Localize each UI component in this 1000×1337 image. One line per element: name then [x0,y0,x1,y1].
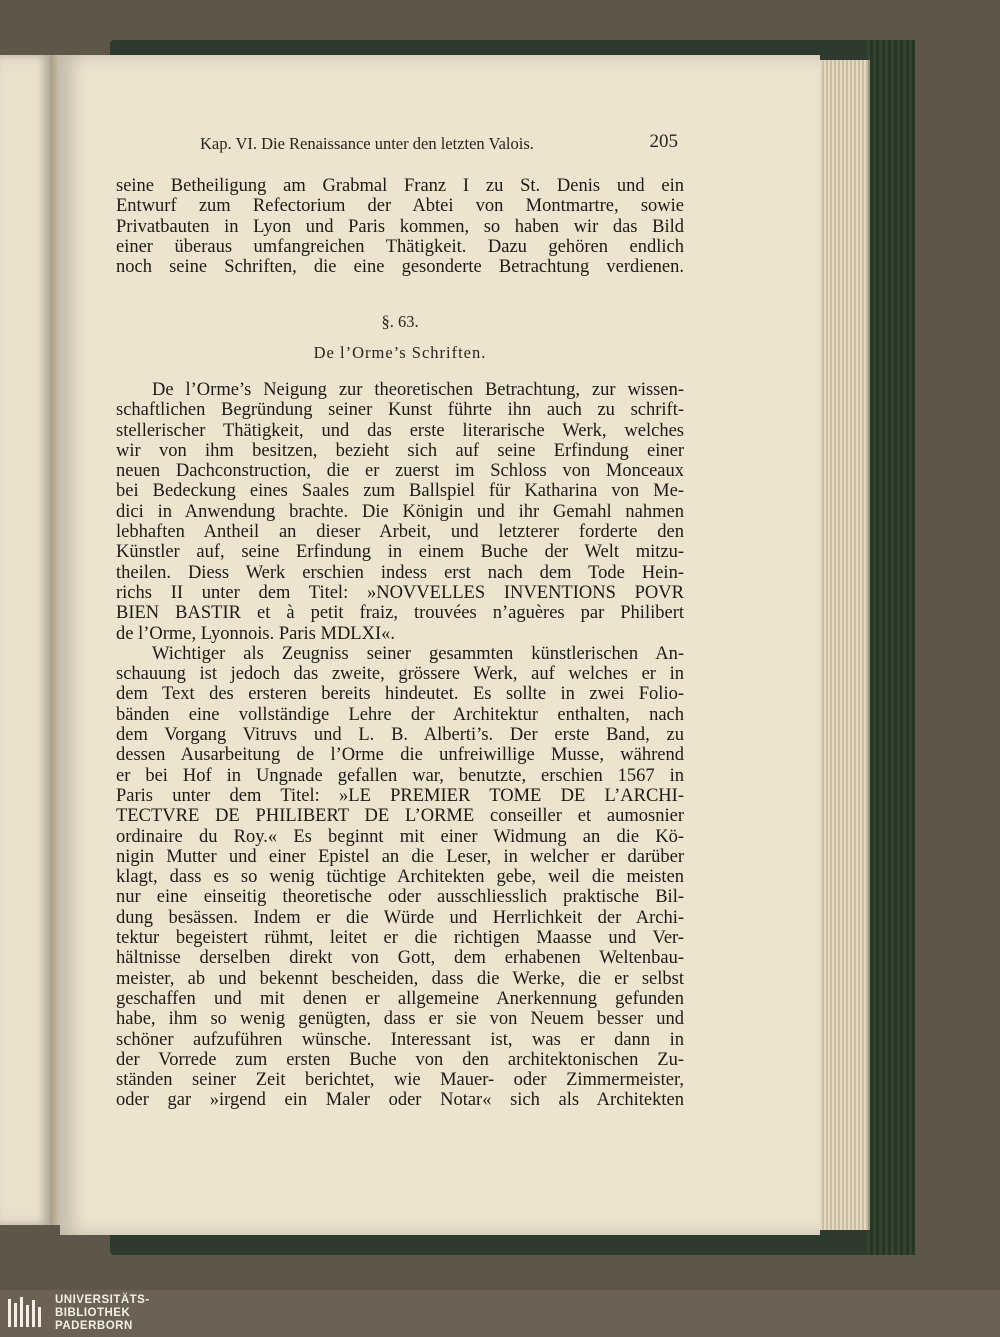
library-name-line: PADERBORN [55,1320,133,1332]
text-line: bänden eine vollständige Lehre der Architektur enthalten, nach [116,704,684,725]
running-title: Kap. VI. Die Renaissance unter den letzten Valois. [200,134,534,153]
library-name-line: BIBLIOTHEK [55,1307,131,1319]
text-line: klagt, dass es so wenig tüchtige Architekten gebe, weil die meisten [116,867,684,888]
text-line: stellerischer Thätigkeit, und das erste literarische Werk, welches [116,420,684,441]
text-line: wir von ihm besitzen, bezieht sich auf seine Erfindung einer [116,440,684,461]
text-line: meister, ab und bekennt bescheiden, dass die Werke, die er selbst [116,968,684,989]
paragraph-1 [116,176,684,277]
text-line: dessen Ausarbeitung de l’Orme die unfreiwillige Musse, während [116,745,684,766]
text-line: lebhaften Antheil an dieser Arbeit, und letzterer forderte den [116,522,684,543]
text-line: tektur begeistert rühmt, leitet er die richtigen Maasse und Ver- [116,928,684,949]
text-line: TECTVRE DE PHILIBERT DE L’ORME conseiller et aumosnier [116,806,684,827]
text-line: noch seine Schriften, die eine gesonderte Betrachtung verdienen. [116,257,684,278]
text-line: Privatbauten in Lyon und Paris kommen, so haben wir das Bild [116,216,684,237]
text-line: einer überaus umfangreichen Thätigkeit. Dazu gehören endlich [116,236,684,257]
text-line: geschaffen und mit denen er allgemeine Anerkennung gefunden [116,988,684,1009]
body-paragraphs [116,380,684,1111]
text-line: neuen Dachconstruction, die er zuerst im Schloss von Monceaux [116,461,684,482]
text-line: nur eine einseitig theoretische oder ausschliesslich praktische Bil- [116,887,684,908]
page-number: 205 [649,131,678,152]
page-edges [820,60,870,1230]
text-line: nigin Mutter und einer Epistel an die Leser, in welcher er darüber [116,846,684,867]
text-line: bei Bedeckung eines Saales zum Ballspiel für Katharina von Me- [116,481,684,502]
section-number: §. 63. [381,312,419,331]
library-footer [0,1290,1000,1337]
left-page [0,55,50,1225]
text-line: schaftlichen Begründung seiner Kunst führte ihn auch zu schrift- [116,400,684,421]
text-line: Paris unter dem Titel: »LE PREMIER TOME DE L’ARCHI- [116,785,684,806]
text-line: Künstler auf, seine Erfindung in einem Buche der Welt mitzu- [116,542,684,563]
text-line: seine Betheiligung am Grabmal Franz I zu St. Denis und ein [116,176,684,196]
text-line: oder gar »irgend ein Maler oder Notar« sich als Architekten [116,1090,684,1111]
text-line: er bei Hof in Ungnade gefallen war, benutzte, erschien 1567 in [116,765,684,786]
library-name [55,1294,150,1333]
text-line: BIEN BASTIR et à petit fraiz, trouvées n’aguères par Philibert [116,603,684,624]
text-line: ständen seiner Zeit berichtet, wie Mauer- oder Zimmermeister, [116,1070,684,1091]
text-line: der Vorrede zum ersten Buche von den architektonischen Zu- [116,1049,684,1070]
text-line: habe, ihm so wenig genügten, dass er sie von Neuem besser und [116,1009,684,1030]
text-line: dung besässen. Indem er die Würde und Herrlichkeit der Archi- [116,907,684,928]
text-line: ordinaire du Roy.« Es beginnt mit einer Widmung an die Kö- [116,826,684,847]
text-line: schauung ist jedoch das zweite, grössere Werk, auf welches er in [116,664,684,685]
library-logo-icon [6,1295,46,1331]
section-title: De l’Orme’s Schriften. [313,343,487,362]
text-line: theilen. Diess Werk erschien indess erst nach dem Tode Hein- [116,562,684,583]
text-line: schöner aufzuführen wünsche. Interessant ist, was er dann in [116,1029,684,1050]
text-line: Wichtiger als Zeugniss seiner gesammten künstlerischen An- [152,643,684,664]
text-line: Entwurf zum Refectorium der Abtei von Montmartre, sowie [116,196,684,217]
library-name-line: UNIVERSITÄTS- [55,1294,150,1306]
text-line: De l’Orme’s Neigung zur theoretischen Betrachtung, zur wissen- [152,380,684,400]
text-line: de l’Orme, Lyonnois. Paris MDLXI«. [116,623,396,644]
text-line: dem Vorgang Vitruvs und L. B. Alberti’s. Der erste Band, zu [116,725,684,746]
text-line: dem Text des ersteren bereits hindeutet. Es sollte in zwei Folio- [116,684,684,705]
text-line: hältnisse derselben direkt von Gott, dem erhabenen Weltenbau- [116,948,684,969]
text-line: dici in Anwendung brachte. Die Königin und ihr Gemahl nahmen [116,501,684,522]
text-line: richs II unter dem Titel: »NOVVELLES INVENTIONS POVR [116,582,684,603]
